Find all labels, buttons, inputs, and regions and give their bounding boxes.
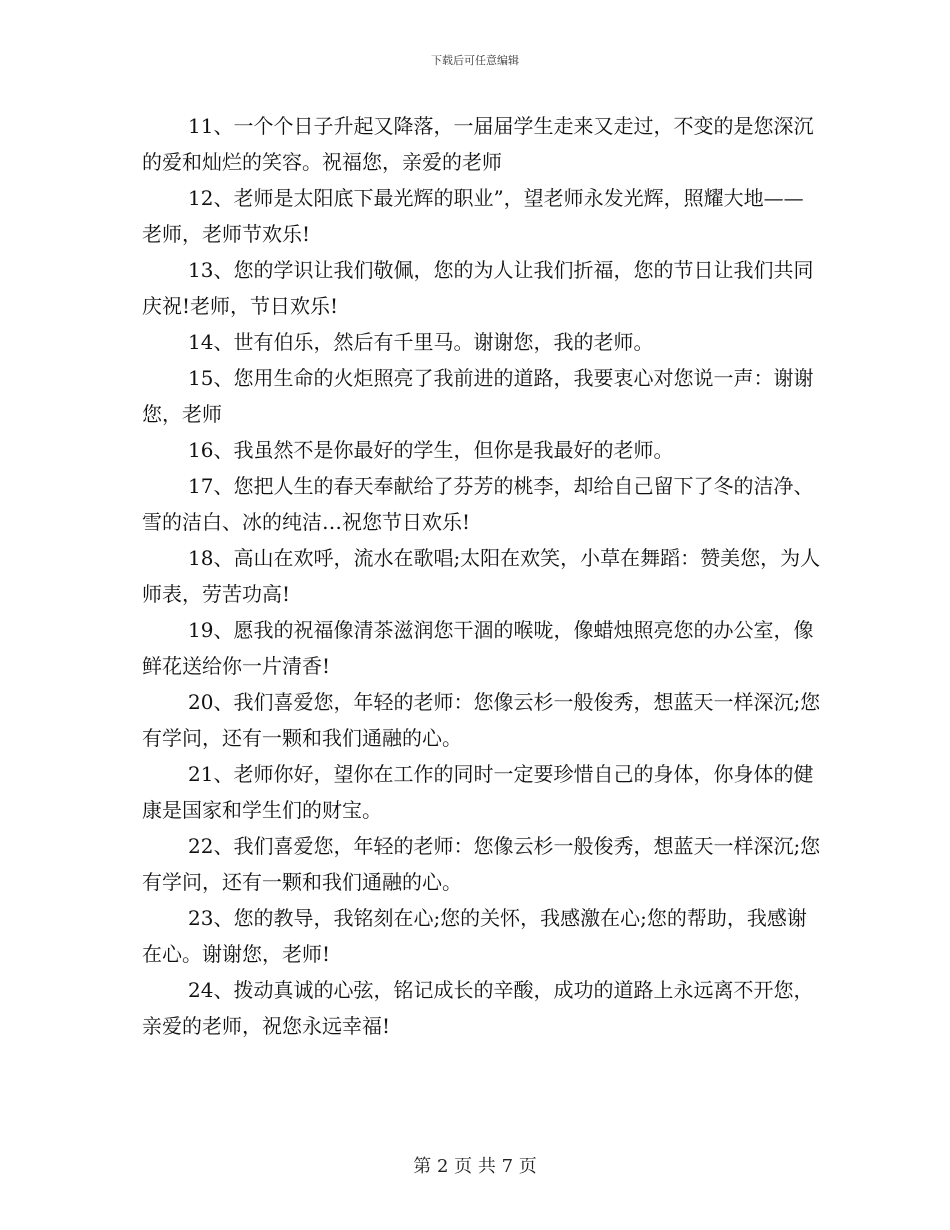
paragraph-16: 16、我虽然不是你最好的学生，但你是我最好的老师。 [188, 438, 674, 462]
paragraph-20: 20、我们喜爱您，年轻的老师：您像云杉一般俊秀，想蓝天一样深沉;您有学问，还有一颗和我们通融的心。 [142, 690, 821, 750]
paragraph-11: 11、一个个日子升起又降落，一届届学生走来又走过，不变的是您深沉的爱和灿烂的笑容。祝福您，亲爱的老师 [142, 114, 814, 174]
paragraph-14: 14、世有伯乐，然后有千里马。谢谢您，我的老师。 [188, 330, 654, 354]
paragraph-22: 22、我们喜爱您，年轻的老师：您像云杉一般俊秀，想蓝天一样深沉;您有学问，还有一颗和我们通融的心。 [142, 834, 821, 894]
paragraph-23: 23、您的教导，我铭刻在心;您的关怀，我感激在心;您的帮助，我感谢在心。谢谢您，老师! [142, 906, 807, 966]
page-header: 下载后可任意编辑 [431, 54, 519, 67]
paragraph-24: 24、拨动真诚的心弦，铭记成长的辛酸，成功的道路上永远离不开您，亲爱的老师，祝您永远幸福! [142, 978, 814, 1038]
paragraph-15: 15、您用生命的火炬照亮了我前进的道路，我要衷心对您说一声：谢谢您，老师 [142, 366, 814, 426]
paragraph-19: 19、愿我的祝福像清茶滋润您干涸的喉咙，像蜡烛照亮您的办公室，像鲜花送给你一片清香! [142, 618, 814, 678]
page-footer: 第 2 页 共 7 页 [413, 1156, 537, 1177]
document-body [142, 108, 822, 1044]
paragraph-12: 12、老师是太阳底下最光辉的职业”，望老师永发光辉，照耀大地——老师，老师节欢乐! [142, 186, 804, 246]
paragraph-17: 17、您把人生的春天奉献给了芬芳的桃李，却给自己留下了冬的洁净、雪的洁白、冰的纯洁…祝您节日欢乐! [142, 474, 814, 534]
paragraph-18: 18、高山在欢呼，流水在歌唱;太阳在欢笑，小草在舞蹈：赞美您，为人师表，劳苦功高! [142, 546, 821, 606]
paragraph-21: 21、老师你好，望你在工作的同时一定要珍惜自己的身体，你身体的健康是国家和学生们的财宝。 [142, 762, 814, 822]
paragraph-13: 13、您的学识让我们敬佩，您的为人让我们折福，您的节日让我们共同庆祝!老师，节日欢乐! [142, 258, 814, 318]
